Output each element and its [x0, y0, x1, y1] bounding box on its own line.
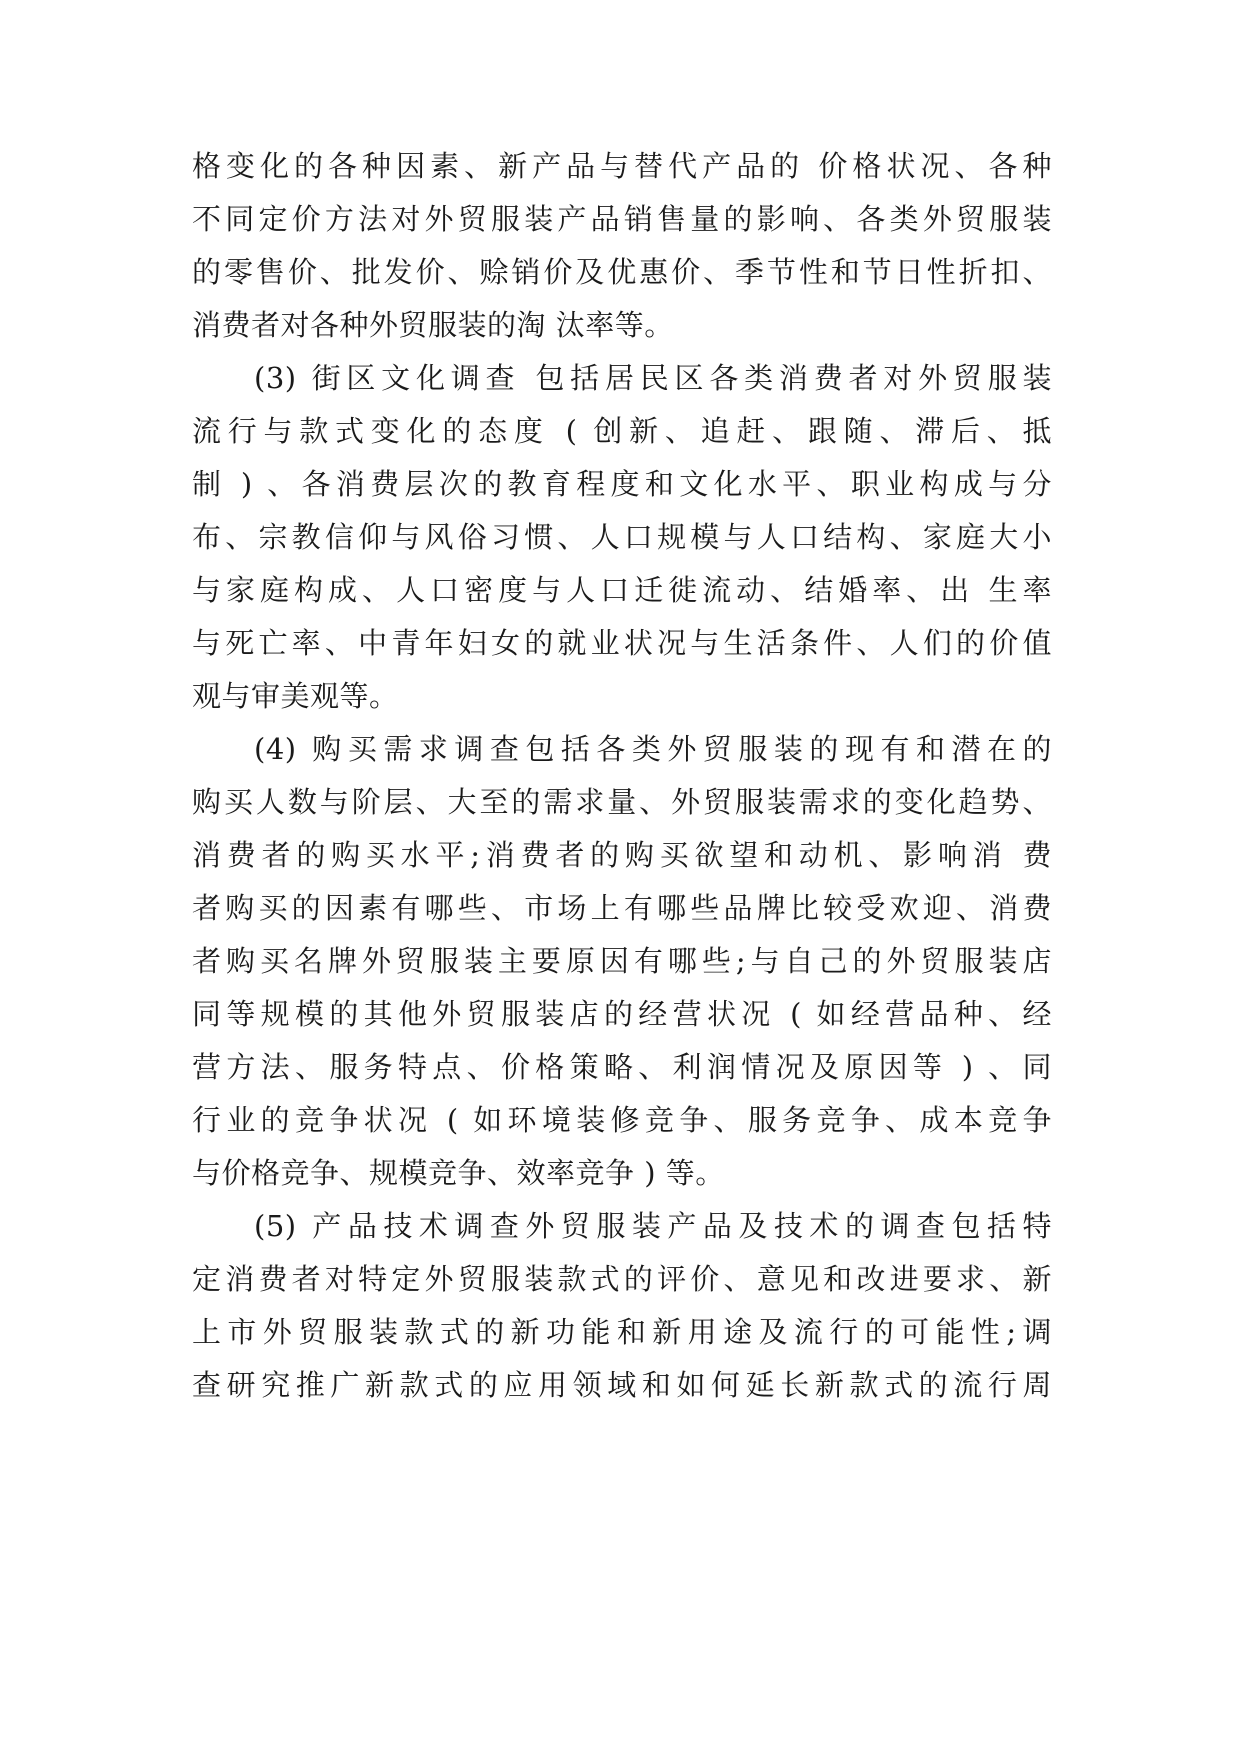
paragraph-heading-3: (3) 街区文化调查 包括居民区各类消费者对外贸服装	[254, 361, 1052, 395]
text-line: 行业的竞争状况 ( 如环境装修竞争、服务竞争、成本竞争	[192, 1103, 1052, 1137]
text-line: 与家庭构成、人口密度与人口迁徙流动、结婚率、出 生率	[192, 573, 1052, 607]
text-line: 查研究推广新款式的应用领域和如何延长新款式的流行周	[192, 1368, 1052, 1402]
text-line: 者购买名牌外贸服装主要原因有哪些;与自己的外贸服装店	[192, 944, 1052, 978]
text-line: 与死亡率、中青年妇女的就业状况与生活条件、人们的价值	[192, 626, 1052, 660]
text-line: 与价格竞争、规模竞争、效率竞争 ) 等。	[192, 1156, 725, 1190]
text-line: 定消费者对特定外贸服装款式的评价、意见和改进要求、新	[192, 1262, 1052, 1296]
text-line: 者购买的因素有哪些、市场上有哪些品牌比较受欢迎、消费	[192, 891, 1052, 925]
text-line: 消费者的购买水平;消费者的购买欲望和动机、影响消 费	[192, 838, 1052, 872]
text-line: 不同定价方法对外贸服装产品销售量的影响、各类外贸服装	[192, 202, 1052, 236]
text-line: 购买人数与阶层、大至的需求量、外贸服装需求的变化趋势、	[192, 785, 1052, 819]
text-line: 布、宗教信仰与风俗习惯、人口规模与人口结构、家庭大小	[192, 520, 1052, 554]
text-line: 的零售价、批发价、赊销价及优惠价、季节性和节日性折扣、	[192, 255, 1052, 289]
text-line: 格变化的各种因素、新产品与替代产品的 价格状况、各种	[192, 149, 1052, 183]
text-line: 同等规模的其他外贸服装店的经营状况 ( 如经营品种、经	[192, 997, 1052, 1031]
text-line: 消费者对各种外贸服装的淘 汰率等。	[192, 308, 674, 342]
paragraph-heading-4: (4) 购买需求调查包括各类外贸服装的现有和潜在的	[254, 732, 1052, 766]
text-line: 营方法、服务特点、价格策略、利润情况及原因等 ) 、同	[192, 1050, 1052, 1084]
paragraph-heading-5: (5) 产品技术调查外贸服装产品及技术的调查包括特	[254, 1209, 1052, 1243]
text-line: 流行与款式变化的态度 ( 创新、追赶、跟随、滞后、抵	[192, 414, 1052, 448]
text-line: 上市外贸服装款式的新功能和新用途及流行的可能性;调	[192, 1315, 1052, 1349]
text-line: 制 ) 、各消费层次的教育程度和文化水平、职业构成与分	[192, 467, 1052, 501]
text-line: 观与审美观等。	[192, 679, 399, 713]
